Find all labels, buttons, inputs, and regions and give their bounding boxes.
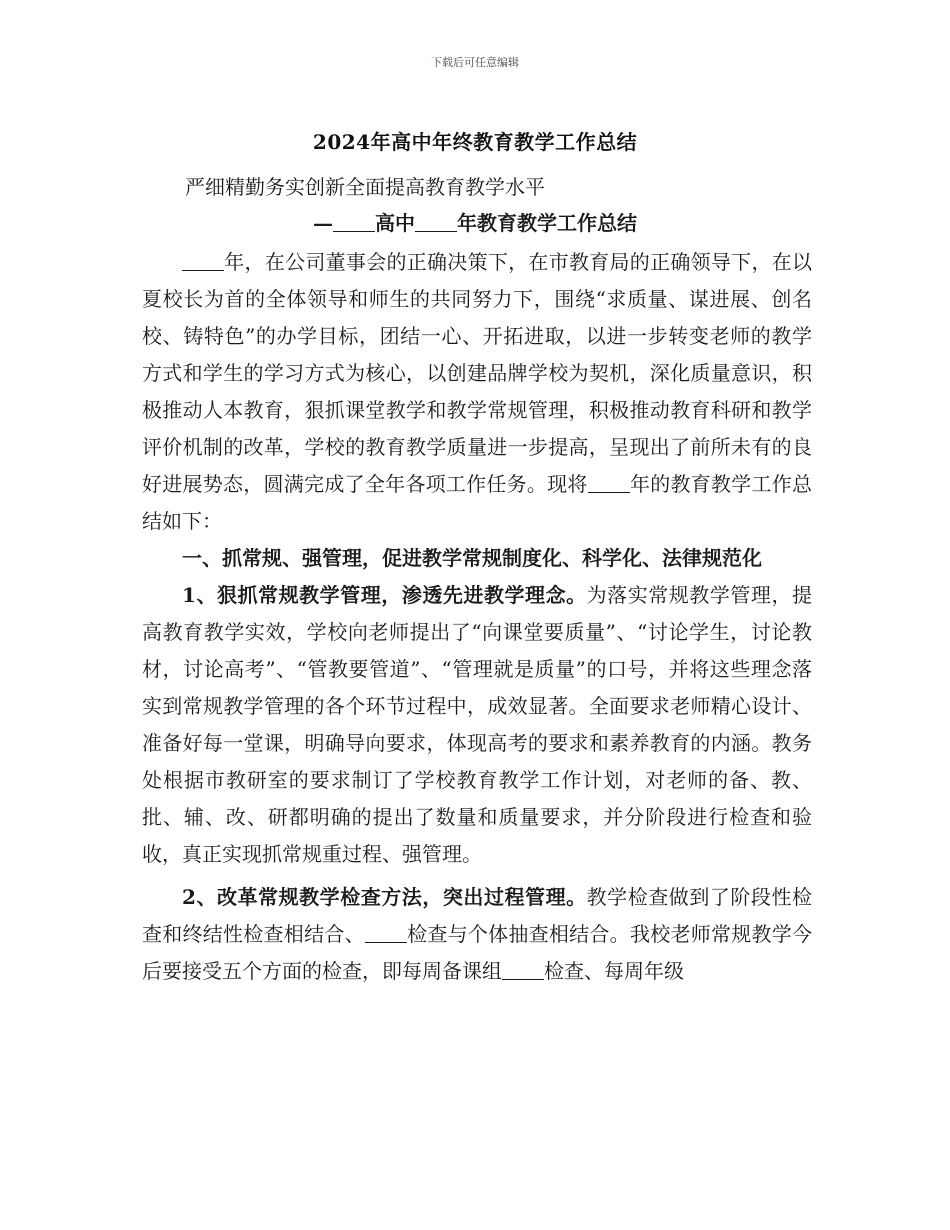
blank-underline [333, 211, 375, 232]
document-subtitle-secondary [0, 208, 950, 238]
intro-tail: 年的教育教学工作总结如下： [142, 472, 813, 533]
subtitle-dash: — [313, 211, 333, 235]
blank-underline [415, 211, 457, 232]
item-2-text-b: 检查与个体抽查相结合。我校老师常规教学今后要接受五个方面的检查，即每周备课组 [142, 922, 813, 983]
document-subtitle: 严细精勤务实创新全面提高教育教学水平 [185, 175, 545, 199]
document-body [142, 244, 812, 990]
page-header: 下载后可任意编辑 [431, 56, 519, 69]
blank-underline [588, 472, 630, 493]
blank-underline [182, 250, 224, 271]
intro-paragraph [142, 244, 812, 540]
item-paragraph-2 [142, 879, 812, 990]
intro-text: 年，在公司董事会的正确决策下，在市教育局的正确领导下，在以夏校长为首的全体领导和师生的共同努力下，围绕“求质量、谋进展、创名校、铸特色”的办学目标，团结一心、开拓进取，以进一步转变老师的教学方式和学生的学习方式为核心，以创建品牌学校为契机，深化质量意识，积极推动人本教育，狠抓课堂教学和教学常规管理，积极推动教育科研和教学评价机制的改革，学校的教育教学质量进一步提高，呈现出了前所未有的良好进展势态，圆满完成了全年各项工作任务。现将 [142, 250, 812, 496]
subtitle-suffix: 年教育教学工作总结 [457, 211, 637, 235]
blank-underline [365, 922, 407, 943]
item-paragraph-1 [142, 577, 812, 873]
item-1-text: 为落实常规教学管理，提高教育教学实效，学校向老师提出了“向课堂要质量”、“讨论学生，讨论教材，讨论高考”、“管教要管道”、“管理就是质量”的口号，并将这些理念落实到常规教学管理的各个环节过程中，成效显著。全面要求老师精心设计、准备好每一堂课，明确导向要求，体现高考的要求和素养教育的内涵。教务处根据市教研室的要求制订了学校教育教学工作计划，对老师的备、教、批、辅、改、研都明确的提出了数量和质量要求，并分阶段进行检查和验收，真正实现抓常规重过程、强管理。 [142, 583, 812, 866]
item-1-heading: 1、狠抓常规教学管理，渗透先进教学理念。 [182, 583, 587, 607]
subtitle-mid: 高中 [375, 211, 415, 235]
item-2-heading: 2、改革常规教学检查方法，突出过程管理。 [182, 885, 587, 909]
blank-underline [502, 959, 544, 980]
section-heading: 一、抓常规、强管理，促进教学常规制度化、科学化、法律规范化 [182, 546, 762, 570]
document-title: 2024年高中年终教育教学工作总结 [312, 130, 638, 154]
item-2-text-c: 检查、每周年级 [544, 959, 684, 983]
item-2-text-a: 教学检查做到了阶段性检查和终结性检查相结合、 [142, 885, 812, 946]
